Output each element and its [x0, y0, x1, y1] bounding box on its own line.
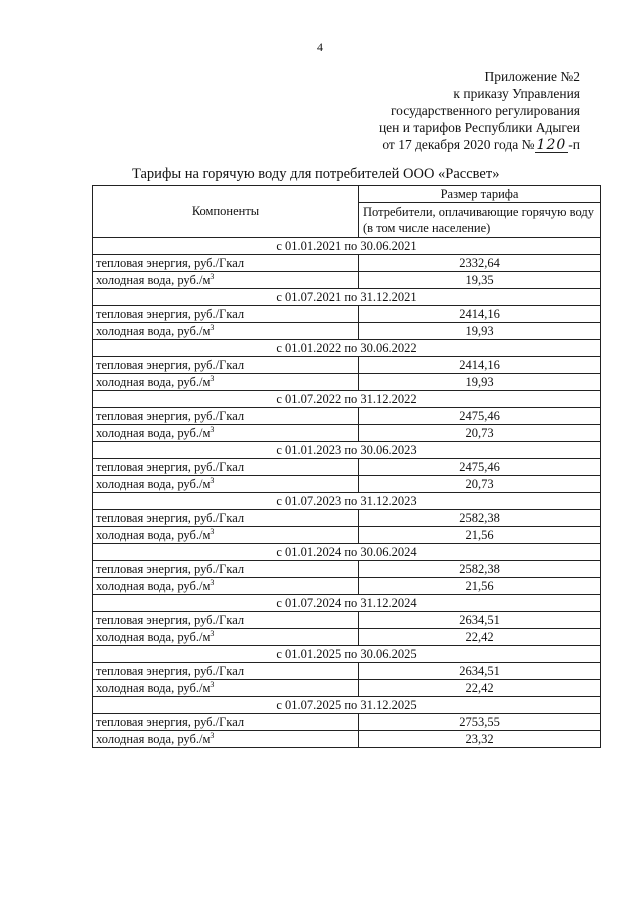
period-cell: с 01.01.2022 по 30.06.2022 [93, 340, 601, 357]
period-row [93, 544, 601, 561]
component-water [93, 527, 359, 544]
unit-superscript: 3 [210, 373, 215, 383]
period-row [93, 391, 601, 408]
period-cell: с 01.07.2024 по 31.12.2024 [93, 595, 601, 612]
period-cell: с 01.07.2023 по 31.12.2023 [93, 493, 601, 510]
document-title: Тарифы на горячую воду для потребителей ООО «Рассвет» [132, 166, 500, 182]
period-row [93, 340, 601, 357]
header-tariff-size: Размер тарифа [359, 186, 601, 203]
component-water-label: холодная вода, руб./м [96, 272, 211, 287]
appendix-date-prefix: от 17 декабря 2020 года № [382, 137, 535, 152]
value-heat: 2414,16 [359, 357, 601, 374]
table-row [93, 476, 601, 493]
value-water: 23,32 [359, 731, 601, 748]
component-water-label: холодная вода, руб./м [96, 425, 211, 440]
unit-superscript: 3 [210, 526, 215, 536]
component-heat: тепловая энергия, руб./Гкал [93, 357, 359, 374]
table-row [93, 680, 601, 697]
table-row [93, 255, 601, 272]
component-heat: тепловая энергия, руб./Гкал [93, 459, 359, 476]
table-row [93, 306, 601, 323]
table-row [93, 527, 601, 544]
header-consumers: Потребители, оплачивающие горячую воду (в том числе население) [359, 203, 601, 238]
value-water: 22,42 [359, 629, 601, 646]
component-water [93, 323, 359, 340]
value-water: 21,56 [359, 527, 601, 544]
appendix-line-region: цен и тарифов Республики Адыгеи [378, 120, 580, 135]
component-water-label: холодная вода, руб./м [96, 680, 211, 695]
page-number: 4 [317, 40, 323, 54]
value-heat: 2753,55 [359, 714, 601, 731]
period-row [93, 646, 601, 663]
period-cell: с 01.07.2021 по 31.12.2021 [93, 289, 601, 306]
unit-superscript: 3 [210, 679, 215, 689]
table-row [93, 272, 601, 289]
value-heat: 2582,38 [359, 510, 601, 527]
component-water [93, 272, 359, 289]
component-water-label: холодная вода, руб./м [96, 527, 211, 542]
component-water [93, 629, 359, 646]
component-heat: тепловая энергия, руб./Гкал [93, 408, 359, 425]
table-header-row [93, 186, 601, 203]
unit-superscript: 3 [210, 475, 215, 485]
table-row [93, 629, 601, 646]
component-heat: тепловая энергия, руб./Гкал [93, 561, 359, 578]
table-row [93, 578, 601, 595]
value-heat: 2475,46 [359, 408, 601, 425]
unit-superscript: 3 [210, 577, 215, 587]
period-cell: с 01.07.2022 по 31.12.2022 [93, 391, 601, 408]
component-water [93, 374, 359, 391]
table-row [93, 510, 601, 527]
unit-superscript: 3 [210, 322, 215, 332]
table-row [93, 731, 601, 748]
appendix-title: Приложение №2 [484, 69, 580, 84]
table-row [93, 714, 601, 731]
table-row [93, 408, 601, 425]
component-water-label: холодная вода, руб./м [96, 323, 211, 338]
value-heat: 2634,51 [359, 612, 601, 629]
table-row [93, 612, 601, 629]
component-water-label: холодная вода, руб./м [96, 578, 211, 593]
value-heat: 2332,64 [359, 255, 601, 272]
appendix-line-order: к приказу Управления [453, 86, 580, 101]
appendix-line-date [379, 136, 580, 153]
value-water: 20,73 [359, 476, 601, 493]
period-cell: с 01.01.2023 по 30.06.2023 [93, 442, 601, 459]
period-row [93, 493, 601, 510]
component-heat: тепловая энергия, руб./Гкал [93, 510, 359, 527]
period-row [93, 238, 601, 255]
component-water [93, 578, 359, 595]
value-water: 19,35 [359, 272, 601, 289]
value-water: 19,93 [359, 374, 601, 391]
period-row [93, 289, 601, 306]
header-components: Компоненты [93, 186, 359, 238]
appendix-block [379, 68, 580, 153]
component-water [93, 476, 359, 493]
value-water: 21,56 [359, 578, 601, 595]
component-heat: тепловая энергия, руб./Гкал [93, 663, 359, 680]
value-water: 20,73 [359, 425, 601, 442]
tariff-table [92, 185, 601, 748]
value-water: 19,93 [359, 323, 601, 340]
value-heat: 2475,46 [359, 459, 601, 476]
table-row [93, 459, 601, 476]
component-water-label: холодная вода, руб./м [96, 476, 211, 491]
component-heat: тепловая энергия, руб./Гкал [93, 714, 359, 731]
period-cell: с 01.01.2025 по 30.06.2025 [93, 646, 601, 663]
appendix-line-department: государственного регулирования [390, 103, 580, 118]
value-heat: 2582,38 [359, 561, 601, 578]
appendix-date-suffix: -п [568, 137, 580, 152]
value-heat: 2634,51 [359, 663, 601, 680]
component-water [93, 680, 359, 697]
unit-superscript: 3 [210, 628, 215, 638]
value-heat: 2414,16 [359, 306, 601, 323]
component-water-label: холодная вода, руб./м [96, 629, 211, 644]
component-heat: тепловая энергия, руб./Гкал [93, 306, 359, 323]
table-row [93, 561, 601, 578]
period-row [93, 697, 601, 714]
period-row [93, 595, 601, 612]
period-cell: с 01.07.2025 по 31.12.2025 [93, 697, 601, 714]
component-water-label: холодная вода, руб./м [96, 374, 211, 389]
value-water: 22,42 [359, 680, 601, 697]
period-cell: с 01.01.2024 по 30.06.2024 [93, 544, 601, 561]
table-row [93, 357, 601, 374]
unit-superscript: 3 [210, 730, 215, 740]
table-row [93, 425, 601, 442]
unit-superscript: 3 [210, 271, 215, 281]
component-water [93, 425, 359, 442]
table-row [93, 663, 601, 680]
unit-superscript: 3 [210, 424, 215, 434]
component-heat: тепловая энергия, руб./Гкал [93, 255, 359, 272]
table-row [93, 323, 601, 340]
component-heat: тепловая энергия, руб./Гкал [93, 612, 359, 629]
order-number-handwritten: 120 [536, 137, 567, 153]
period-row [93, 442, 601, 459]
component-water-label: холодная вода, руб./м [96, 731, 211, 746]
table-row [93, 374, 601, 391]
period-cell: с 01.01.2021 по 30.06.2021 [93, 238, 601, 255]
component-water [93, 731, 359, 748]
